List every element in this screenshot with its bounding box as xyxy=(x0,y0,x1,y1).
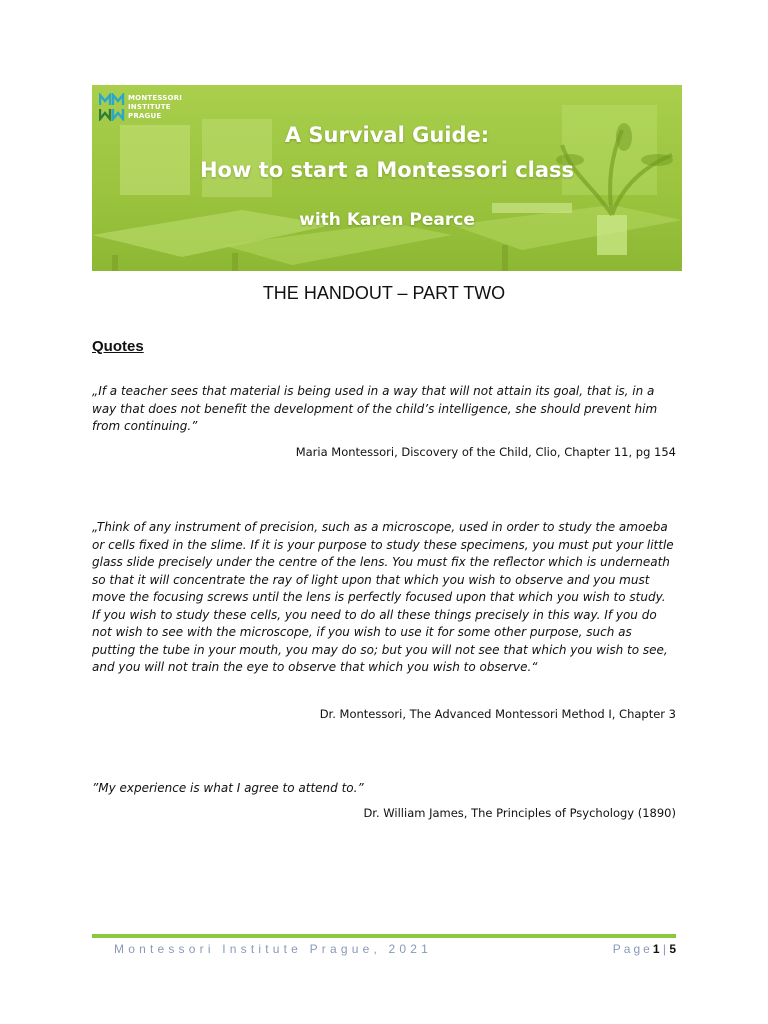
quote-3-text: ”My experience is what I agree to attend to.” xyxy=(92,781,364,795)
banner-title-line2: How to start a Montessori class xyxy=(199,158,575,182)
quote-1-citation: Maria Montessori, Discovery of the Child, Clio, Chapter 11, pg 154 xyxy=(295,445,676,459)
footer-rule xyxy=(92,934,676,938)
banner-subtitle: with Karen Pearce xyxy=(299,210,475,230)
banner-title-line1: A Survival Guide: xyxy=(284,123,490,147)
page-label: Page xyxy=(612,942,653,956)
total-pages: 5 xyxy=(669,942,676,956)
institute-logo xyxy=(99,91,209,127)
document-title: THE HANDOUT – PART TWO xyxy=(262,283,506,303)
quote-1-text: „If a teacher sees that material is being used in a way that will not attain its goal, that is, in a way that does not benefit the development of the child’s intelligence, she should prevent him from continuing.” xyxy=(92,384,658,433)
page-separator: | xyxy=(659,942,670,956)
quote-3-citation: Dr. William James, The Principles of Psychology (1890) xyxy=(363,806,676,820)
footer-page-number xyxy=(613,942,676,956)
current-page: 1 xyxy=(652,942,660,956)
header-banner xyxy=(92,85,682,271)
quote-2-text: „Think of any instrument of precision, such as a microscope, used in order to study the amoeba or cells fixed in the slime. If it is your purpose to study these specimens, you must put your little glass slide precisely under the centre of the lens. You must fix the reflector which is underneath so that it will concentrate the ray of light upon that which you wish to observe and you must move the focusing screws until the lens is perfectly focused upon that which you wish to study. If you wish to study these cells, you need to do all these things precisely in this way. If you do not wish to see with the microscope, if you wish to use it for some other purpose, such as putting the tube in your mouth, you may do so; but you will not see that which you wish to see, and you will not train the eye to observe that which you wish to observe.“ xyxy=(92,520,674,674)
section-heading-quotes: Quotes xyxy=(92,338,144,355)
logo-mark-icon xyxy=(99,93,125,121)
logo-wordmark: MONTESSORI INSTITUTE PRAGUE xyxy=(128,94,183,120)
quote-2-citation: Dr. Montessori, The Advanced Montessori Method I, Chapter 3 xyxy=(319,707,676,721)
footer-institute-year: Montessori Institute Prague, 2021 xyxy=(114,942,433,956)
